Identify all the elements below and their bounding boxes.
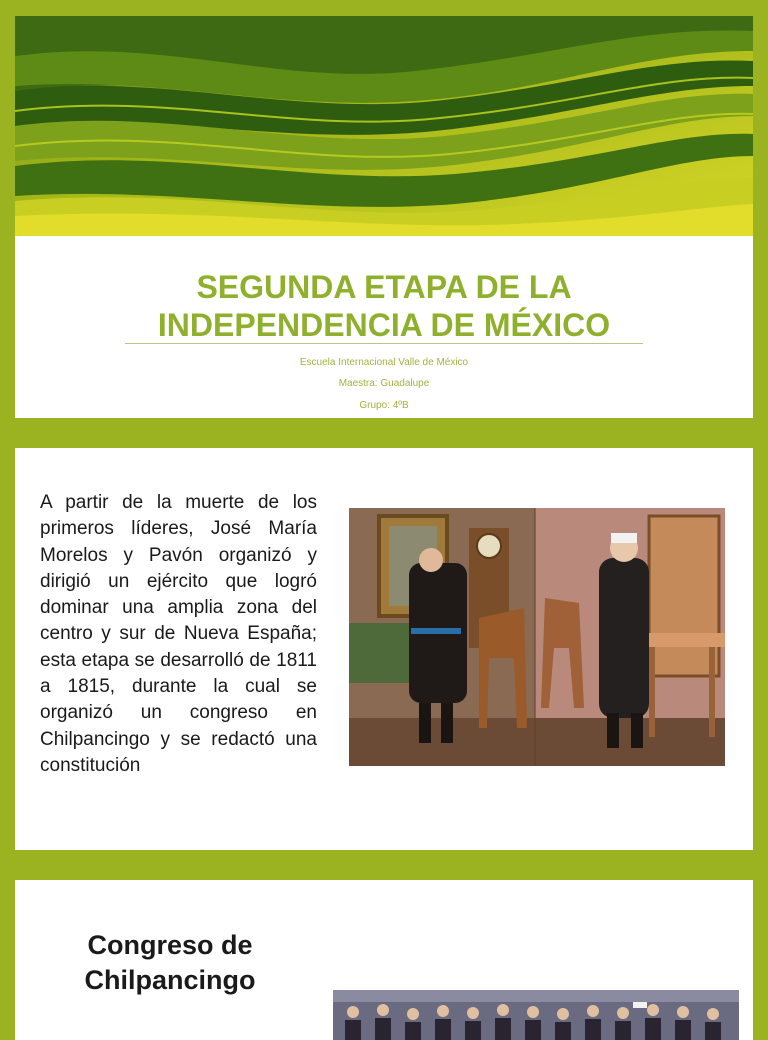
school-name: Escuela Internacional Valle de México [299,357,469,368]
teacher-name: Maestra: Guadalupe [338,378,430,389]
section-slide [15,880,753,1040]
group-label: Grupo: 4ºB [359,400,409,411]
presentation-title [15,268,753,344]
body-paragraph: A partir de la muerte de los primeros líderes, José María Morelos y Pavón organizó y dirigió un ejército que logró dominar una amplia zona del centro y sur de Nueva España; esta etapa se desarrolló de 1811 a 1815, durante la cual se organizó un congreso en Chilpancingo y se redactó una constitución [40,492,317,776]
congress-painting-image [333,990,739,1040]
section-heading: Congreso de Chilpancingo [84,930,256,995]
title-line-2: INDEPENDENCIA DE MÉXICO [157,307,611,343]
morelos-painting-image [349,508,725,766]
content-slide [15,448,753,850]
title-slide [15,16,753,418]
green-fields-banner-image [15,16,753,236]
title-divider [125,343,643,344]
title-line-1: SEGUNDA ETAPA DE LA [196,269,572,305]
